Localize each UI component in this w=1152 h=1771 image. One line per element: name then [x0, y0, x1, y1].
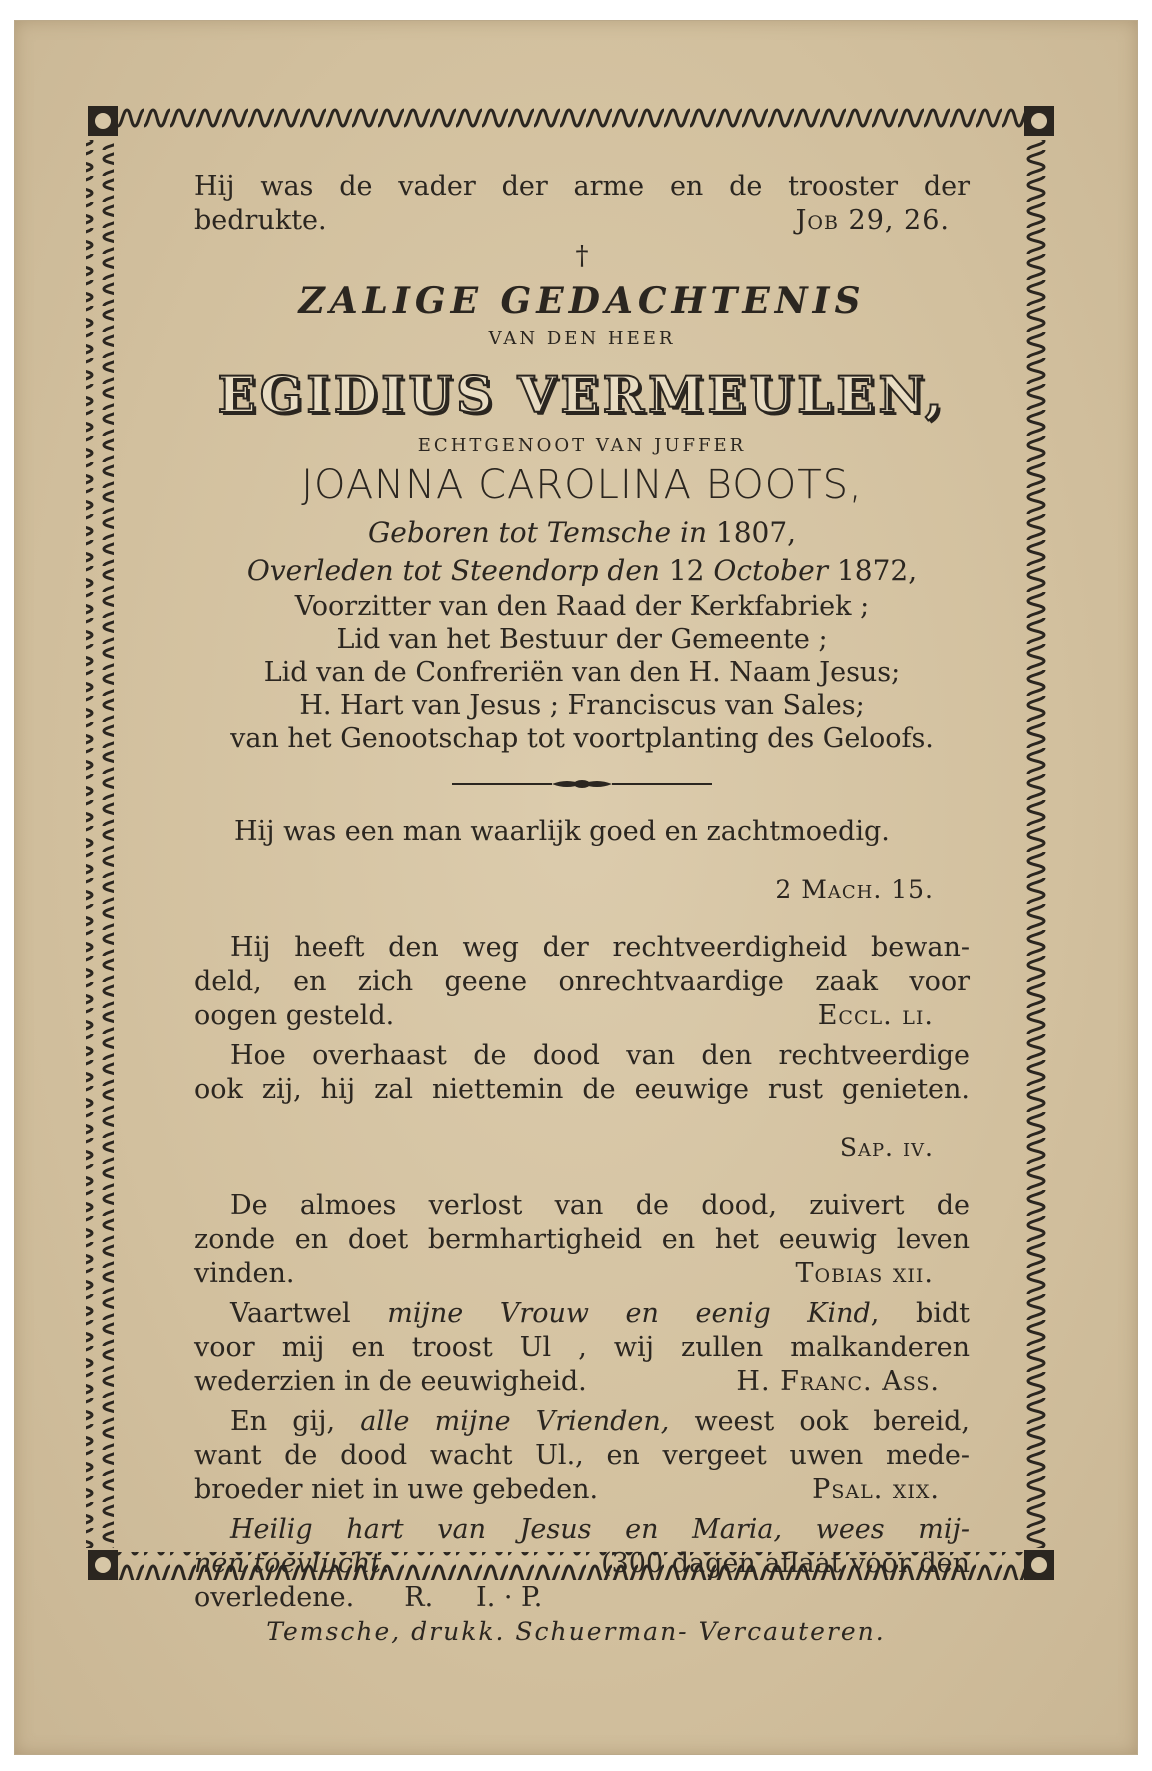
verse-4: De almoes verlost van de dood, zuivert de zonde en doet bermhartigheid en het eeuwig leven vinden. Tobias xii.	[194, 1190, 970, 1289]
verse-reference: Tobias xii.	[795, 1258, 934, 1289]
title-line: Voorzitter van den Raad der Kerkfabriek ;	[294, 591, 870, 622]
title-line: H. Hart van Jesus ; Franciscus van Sales;	[299, 690, 865, 721]
epigraph-reference: Job 29, 26.	[795, 205, 950, 236]
verse-5: Vaartwel mijne Vrouw en eenig Kind, bidt voor mij en troost Ul , wij zullen malkanderen wederzien in de eeuwigheid. H. Franc. Ass.	[194, 1298, 970, 1397]
divider-ornament	[452, 777, 712, 791]
card-text	[194, 170, 970, 1615]
corner-ornament-top-right	[1024, 106, 1054, 136]
verse-1: Hij was een man waarlijk goed en zachtmoedig. 2 Mach. 15.	[194, 815, 970, 906]
epigraph-line: Hij was de vader der arme en de trooster der	[194, 171, 970, 202]
rip: R. I. · P.	[404, 1582, 543, 1613]
spouse-label: ECHTGENOOT VAN JUFFER	[417, 435, 747, 456]
memorial-card	[14, 20, 1138, 1755]
epigraph-line-end: bedrukte.	[194, 205, 327, 236]
spouse-name: JOANNA CAROLINA BOOTS,	[301, 462, 863, 508]
verse-reference: Psal. xix.	[812, 1474, 940, 1505]
verse-2: Hij heeft den weg der rechtveerdigheid bewan- deld, en zich geene onrechtvaardige zaak voor oogen gesteld. Eccl. li.	[194, 932, 970, 1031]
title-line: van het Genootschap tot voortplanting des Geloofs.	[230, 723, 934, 754]
heading: ZALIGE GEDACHTENIS	[298, 280, 866, 322]
verse-6: En gij, alle mijne Vrienden, weest ook bereid, want de dood wacht Ul., en vergeet uwen mede- broeder niet in uwe gebeden. Psal. xix.	[194, 1406, 970, 1505]
corner-ornament-top-left	[88, 106, 118, 136]
verse-reference: H. Franc. Ass.	[736, 1366, 940, 1397]
van-den-heer: VAN DEN HEER	[488, 328, 676, 349]
cross-icon: †	[575, 241, 589, 271]
verse-3: Hoe overhaast de dood van den rechtveerdige ook zij, hij zal niettemin de eeuwige rust genieten. Sap. iv.	[194, 1040, 970, 1162]
verse-reference: Eccl. li.	[817, 1000, 934, 1031]
death-line: Overleden tot Steendorp den 12 October 1872,	[246, 554, 918, 587]
verse-reference: Sap. iv.	[839, 1133, 934, 1162]
epigraph	[194, 170, 970, 238]
printer-imprint: Temsche, drukk. Schuerman- Vercauteren.	[266, 1617, 886, 1646]
verse-7: Heilig hart van Jesus en Maria, wees mij- nen toevlucht. (300 dagen aflaat voor den overledene. R. I. · P.	[194, 1514, 970, 1613]
deceased-name: EGIDIUS VERMEULEN,	[217, 365, 947, 424]
corner-ornament-bottom-right	[1024, 1550, 1054, 1580]
verse-reference: 2 Mach. 15.	[775, 875, 934, 904]
title-line: Lid van de Confreriën van den H. Naam Jesus;	[263, 657, 901, 688]
birth-line: Geboren tot Temsche in 1807,	[367, 516, 797, 549]
titles-list	[194, 590, 970, 755]
title-line: Lid van het Bestuur der Gemeente ;	[336, 624, 828, 655]
corner-ornament-bottom-left	[88, 1550, 118, 1580]
